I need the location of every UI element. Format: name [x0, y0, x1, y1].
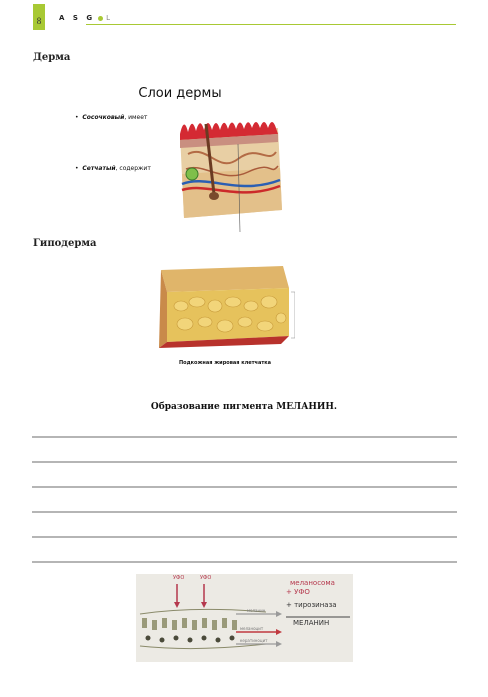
formula-line: + УФО: [286, 588, 310, 596]
bullet-papillary: • Сосочковый, имеет: [75, 114, 148, 121]
logo-text: A S G: [59, 14, 96, 22]
melanin-diagram-photo: [136, 574, 353, 662]
writing-line: [32, 561, 457, 563]
hypoderma-caption: Подкожная жировая клетчатка: [178, 360, 272, 366]
writing-line: [32, 436, 457, 438]
hypodermis-illustration: [155, 262, 295, 354]
melanin-sketch: [136, 574, 353, 662]
formula-line: + тирозиназа: [286, 601, 337, 609]
layer-label: меланин: [247, 608, 266, 613]
logo-text-end: L: [106, 14, 113, 22]
brand-logo: [59, 14, 113, 22]
writing-line: [32, 511, 457, 513]
formula-line: меланосома: [290, 579, 335, 587]
layer-label: меланоцит: [240, 626, 264, 631]
slide-title: Слои дермы: [138, 86, 222, 101]
formula-result: МЕЛАНИН: [293, 619, 330, 627]
writing-line: [32, 461, 457, 463]
writing-line: [32, 486, 457, 488]
logo-dot: [98, 16, 103, 21]
writing-line: [32, 536, 457, 538]
page-number-badge: 8: [33, 4, 45, 30]
bullet-term: Сосочковый: [82, 114, 125, 121]
section-title-hypoderma: Гиподерма: [33, 238, 97, 249]
uv-label: УФО: [200, 575, 212, 581]
bullet-text: , содержит: [115, 165, 151, 172]
melanin-heading: Образование пигмента МЕЛАНИН.: [150, 402, 338, 412]
bullet-term: Сетчатый: [82, 165, 116, 172]
dermis-illustration: [178, 114, 290, 232]
bullet-reticular: • Сетчатый, содержит: [75, 165, 151, 172]
uv-label: УФО: [173, 575, 185, 581]
section-title-derma: Дерма: [33, 52, 71, 63]
layer-label: кератиноцит: [240, 638, 268, 643]
bullet-text: , имеет: [124, 114, 148, 121]
header-divider: [86, 24, 456, 25]
derma-layers-slide: [65, 72, 295, 232]
